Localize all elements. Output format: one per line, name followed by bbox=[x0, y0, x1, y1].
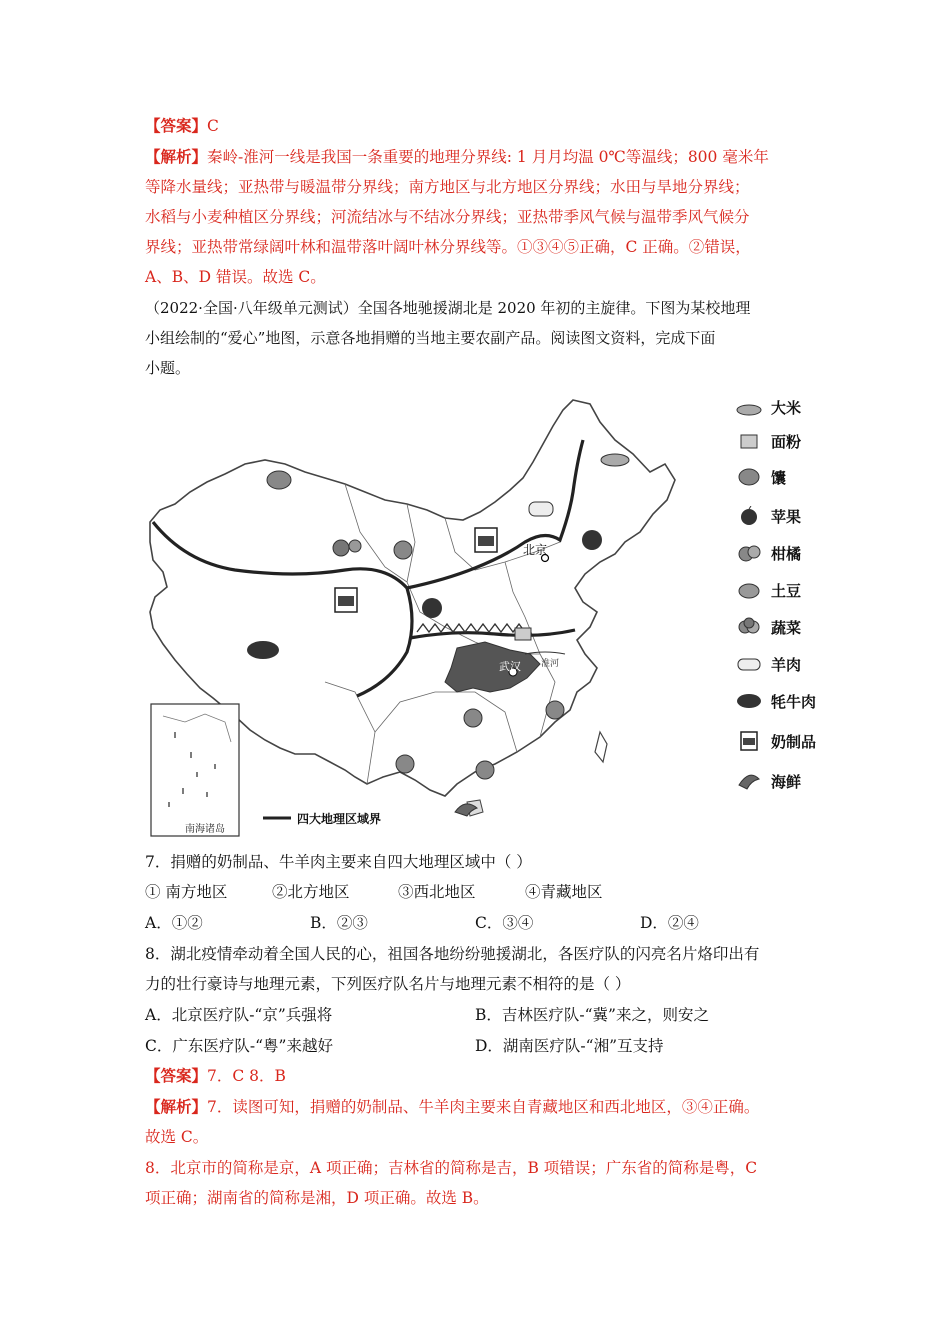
citrus-symbol bbox=[464, 709, 482, 727]
mutton-icon bbox=[735, 654, 763, 674]
q7-stem: 7．捐赠的奶制品、牛羊肉主要来自四大地理区域中（ ） bbox=[145, 853, 532, 871]
legend-label: 蔬菜 bbox=[771, 618, 802, 637]
legend-label: 柑橘 bbox=[771, 544, 802, 563]
legend-label: 面粉 bbox=[771, 432, 802, 451]
city-label-wuhan: 武汉 bbox=[499, 660, 521, 673]
rice-icon bbox=[735, 397, 763, 417]
legend-label: 海鲜 bbox=[771, 772, 802, 791]
citrus-symbol-2 bbox=[546, 701, 564, 719]
vegetable-symbol bbox=[394, 541, 412, 559]
apple-symbol bbox=[422, 598, 442, 618]
analysis-line bbox=[145, 145, 810, 169]
map-drawing bbox=[145, 392, 810, 840]
legend-label: 大米 bbox=[771, 398, 802, 417]
legend-item-flour bbox=[735, 428, 801, 454]
apple-icon bbox=[735, 506, 763, 526]
q7-option-b: B．②③ bbox=[310, 914, 368, 932]
analysis-line: 等降水量线；亚热带与暖温带分界线；南方地区与北方地区分界线；水田与旱地分界线； bbox=[145, 178, 750, 196]
apple-symbol-ne bbox=[582, 530, 602, 550]
answer-tag: 【答案】 bbox=[145, 116, 208, 135]
naan-icon bbox=[735, 467, 763, 487]
answer-tag: 【答案】 bbox=[145, 1066, 208, 1085]
q7-choice-1: ① 南方地区 bbox=[145, 883, 228, 901]
potato-symbol bbox=[333, 540, 349, 556]
seafood-icon bbox=[735, 771, 763, 791]
q8-stem-line: 8．湖北疫情牵动着全国人民的心，祖国各地纷纷驰援湖北，各医疗队的闪亮名片烙印出有 bbox=[145, 945, 760, 963]
analysis-text: 7．读图可知，捐赠的奶制品、牛羊肉主要来自青藏地区和西北地区，③④正确。 bbox=[207, 1098, 760, 1116]
rice-symbol bbox=[601, 454, 629, 466]
inset-label: 南海诸岛 bbox=[185, 824, 225, 835]
intro-line: 小组绘制的“爱心”地图，示意各地捐赠的当地主要农副产品。阅读图文资料，完成下面 bbox=[145, 329, 716, 347]
dairy-icon bbox=[735, 731, 763, 751]
flour-icon bbox=[735, 431, 763, 451]
vegetable-icon bbox=[735, 617, 763, 637]
yak-icon bbox=[735, 691, 763, 711]
boundary-legend-label: 四大地理区域界 bbox=[297, 812, 382, 826]
intro-line: 小题。 bbox=[145, 359, 191, 377]
q7-option-a: A．①② bbox=[145, 914, 203, 932]
china-love-map bbox=[145, 392, 810, 840]
legend-label: 土豆 bbox=[771, 581, 802, 600]
legend-item-vegetable bbox=[735, 614, 801, 640]
legend-item-naan bbox=[735, 464, 786, 490]
legend-label: 奶制品 bbox=[771, 732, 817, 751]
region-boundary-line bbox=[153, 522, 412, 696]
hubei-province bbox=[445, 642, 540, 692]
naan-symbol bbox=[267, 471, 291, 489]
q8-option-a: A．北京医疗队-“京”兵强将 bbox=[145, 1006, 333, 1024]
analysis-tag: 【解析】 bbox=[145, 147, 208, 166]
legend-label: 羊肉 bbox=[771, 655, 802, 674]
q7-choice-2: ②北方地区 bbox=[272, 883, 350, 901]
intro-line: （2022·全国·八年级单元测试）全国各地驰援湖北是 2020 年初的主旋律。下图为某校地理 bbox=[145, 299, 751, 317]
analysis-line: 水稻与小麦种植区分界线；河流结冰与不结冰分界线；亚热带季风气候与温带季风气候分 bbox=[145, 208, 750, 226]
legend-item-apple bbox=[735, 503, 801, 529]
answer-line-2 bbox=[145, 1064, 810, 1088]
legend-item-dairy bbox=[735, 728, 816, 754]
q7-option-d: D．②④ bbox=[640, 914, 699, 932]
q7-choice-4: ④青藏地区 bbox=[525, 883, 603, 901]
city-label-beijing: 北京 bbox=[523, 543, 548, 557]
analysis-text: 秦岭-淮河一线是我国一条重要的地理分界线: 1 月月均温 0℃等温线；800 毫米年 bbox=[207, 148, 769, 166]
mutton-symbol bbox=[529, 502, 553, 516]
legend-item-rice bbox=[735, 394, 801, 420]
q7-choice-3: ③西北地区 bbox=[398, 883, 476, 901]
analysis-tag: 【解析】 bbox=[145, 1097, 208, 1116]
answer-line-1 bbox=[145, 114, 810, 138]
q7-option-c: C．③④ bbox=[475, 914, 534, 932]
q8-stem-line: 力的壮行豪诗与地理元素，下列医疗队名片与地理元素不相符的是（ ） bbox=[145, 975, 631, 993]
yak-symbol bbox=[247, 641, 279, 659]
q8-option-b: B．吉林医疗队-“冀”来之，则安之 bbox=[475, 1006, 709, 1024]
flour-symbol bbox=[515, 628, 531, 640]
legend-item-seafood bbox=[735, 768, 801, 794]
answer-value: 7．C 8．B bbox=[207, 1067, 286, 1085]
citrus-icon bbox=[735, 543, 763, 563]
analysis-line: 项正确；湖南省的简称是湘，D 项正确。故选 B。 bbox=[145, 1189, 489, 1207]
analysis-line bbox=[145, 1095, 810, 1119]
legend-label: 苹果 bbox=[771, 507, 802, 526]
legend-item-citrus bbox=[735, 540, 801, 566]
vegetable-symbol-se bbox=[476, 761, 494, 779]
analysis-line: 8．北京市的简称是京，A 项正确；吉林省的简称是吉，B 项错误；广东省的简称是粤，C bbox=[145, 1159, 758, 1177]
q8-option-d: D．湖南医疗队-“湘”互支持 bbox=[475, 1037, 664, 1055]
analysis-line: 界线；亚热带常绿阔叶林和温带落叶阔叶林分界线等。①③④⑤正确，C 正确。②错误， bbox=[145, 238, 751, 256]
vegetable-symbol-s bbox=[396, 755, 414, 773]
analysis-line: A、B、D 错误。故选 C。 bbox=[145, 268, 326, 286]
legend-item-potato bbox=[735, 577, 801, 603]
potato-icon bbox=[735, 580, 763, 600]
river-label-huai: 淮河 bbox=[541, 659, 560, 669]
q8-option-c: C．广东医疗队-“粤”来越好 bbox=[145, 1037, 333, 1055]
legend-item-yak bbox=[735, 688, 816, 714]
analysis-line: 故选 C。 bbox=[145, 1128, 209, 1146]
legend-item-mutton bbox=[735, 651, 801, 677]
legend-label: 馕 bbox=[771, 468, 787, 487]
answer-value: C bbox=[207, 117, 219, 135]
legend-label: 牦牛肉 bbox=[771, 692, 817, 711]
